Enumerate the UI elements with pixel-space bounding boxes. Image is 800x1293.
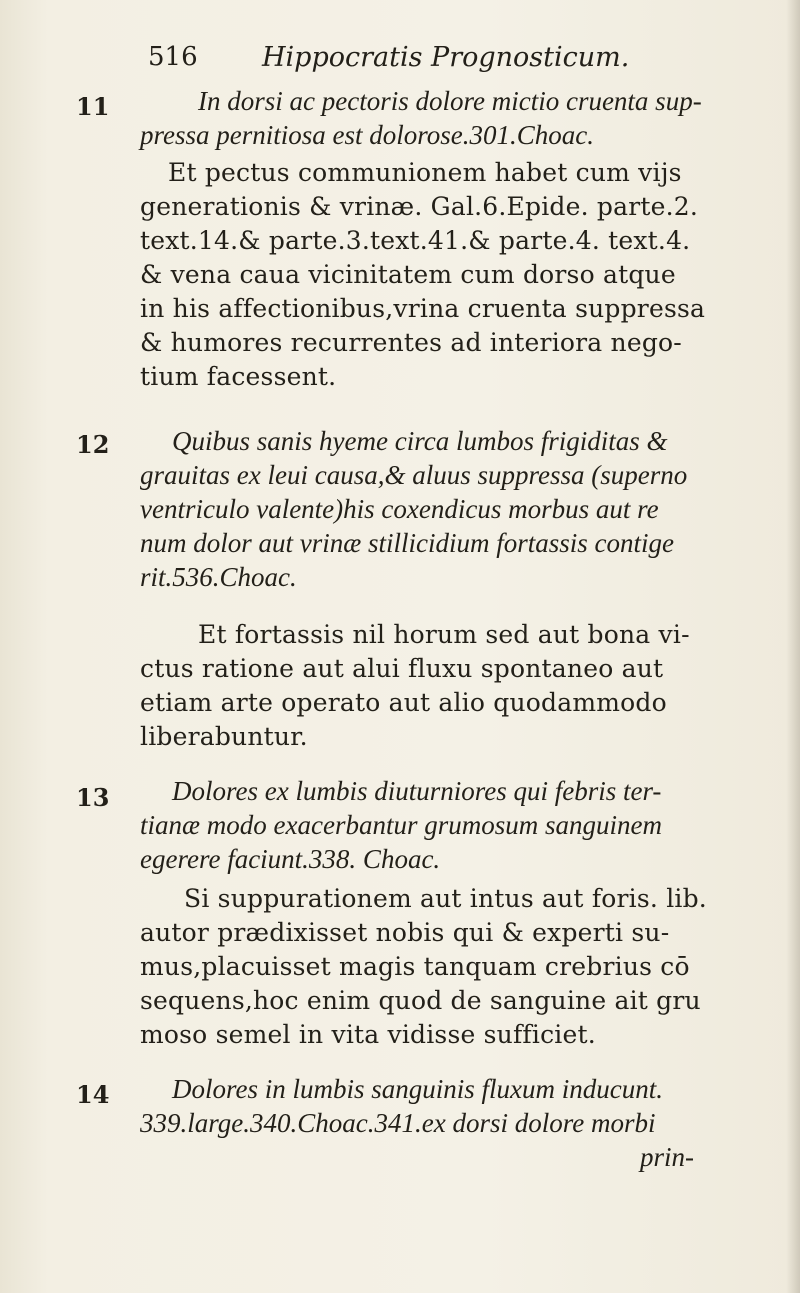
- aphorism-12: [140, 424, 740, 594]
- commentary-line: Et fortassis nil horum sed aut bona vi-: [198, 620, 690, 649]
- commentary-line: Si suppurationem aut intus aut foris. lib.: [184, 884, 707, 913]
- aphorism-line: rit.536.Choac.: [140, 562, 297, 592]
- page-number: 516: [148, 42, 198, 72]
- commentary-line: Et pectus communionem habet cum vijs: [168, 158, 682, 187]
- aphorism-line: ventriculo valente)his coxendicus morbus aut re: [140, 494, 659, 524]
- margin-number: 14: [76, 1080, 110, 1109]
- aphorism-14: [140, 1072, 740, 1174]
- margin-number: 13: [76, 783, 110, 812]
- page-header: [0, 42, 800, 82]
- aphorism-line: egerere faciunt.338. Choac.: [140, 844, 441, 874]
- commentary-line: ctus ratione aut alui fluxu spontaneo aut: [140, 654, 664, 683]
- commentary-line: mus,placuisset magis tanquam crebrius cō: [140, 952, 690, 981]
- commentary-12: [140, 618, 740, 754]
- commentary-line: etiam arte operato aut alio quodammodo: [140, 688, 667, 717]
- aphorism-line: num dolor aut vrinæ stillicidium fortassis contige: [140, 528, 675, 558]
- commentary-line: tium facessent.: [140, 362, 337, 391]
- commentary-line: moso semel in vita vidisse sufficiet.: [140, 1020, 596, 1049]
- margin-number: 12: [76, 430, 110, 459]
- commentary-11: [140, 156, 740, 394]
- commentary-line: sequens,hoc enim quod de sanguine ait gru: [140, 986, 701, 1015]
- catchword: prin-: [640, 1142, 694, 1172]
- commentary-line: text.14.& parte.3.text.41.& parte.4. text.4.: [140, 226, 691, 255]
- commentary-line: autor prædixisset nobis qui & experti su-: [140, 918, 670, 947]
- aphorism-line: Quibus sanis hyeme circa lumbos frigiditas &: [172, 426, 668, 456]
- aphorism-line: tianæ modo exacerbantur grumosum sanguinem: [140, 810, 662, 840]
- commentary-line: liberabuntur.: [140, 722, 308, 751]
- aphorism-line: Dolores in lumbis sanguinis fluxum inducunt.: [172, 1074, 663, 1104]
- aphorism-line: Dolores ex lumbis diuturniores qui febris ter-: [172, 776, 662, 806]
- commentary-line: in his affectionibus,vrina cruenta suppressa: [140, 294, 706, 323]
- page-edge-shadow: [786, 0, 800, 1293]
- commentary-line: generationis & vrinæ. Gal.6.Epide. parte.2.: [140, 192, 698, 221]
- commentary-13: [140, 882, 740, 1052]
- aphorism-line: pressa pernitiosa est dolorose.301.Choac.: [140, 120, 594, 150]
- aphorism-line: grauitas ex leui causa,& aluus suppressa (superno: [140, 460, 688, 490]
- commentary-line: & humores recurrentes ad interiora nego-: [140, 328, 682, 357]
- running-title: Hippocratis Prognosticum.: [262, 42, 630, 73]
- aphorism-line: In dorsi ac pectoris dolore mictio cruenta sup-: [198, 86, 702, 116]
- margin-number: 11: [76, 92, 110, 121]
- aphorism-13: [140, 774, 740, 876]
- aphorism-line: 339.large.340.Choac.341.ex dorsi dolore morbi: [140, 1108, 656, 1138]
- aphorism-11: [140, 84, 740, 152]
- commentary-line: & vena caua vicinitatem cum dorso atque: [140, 260, 676, 289]
